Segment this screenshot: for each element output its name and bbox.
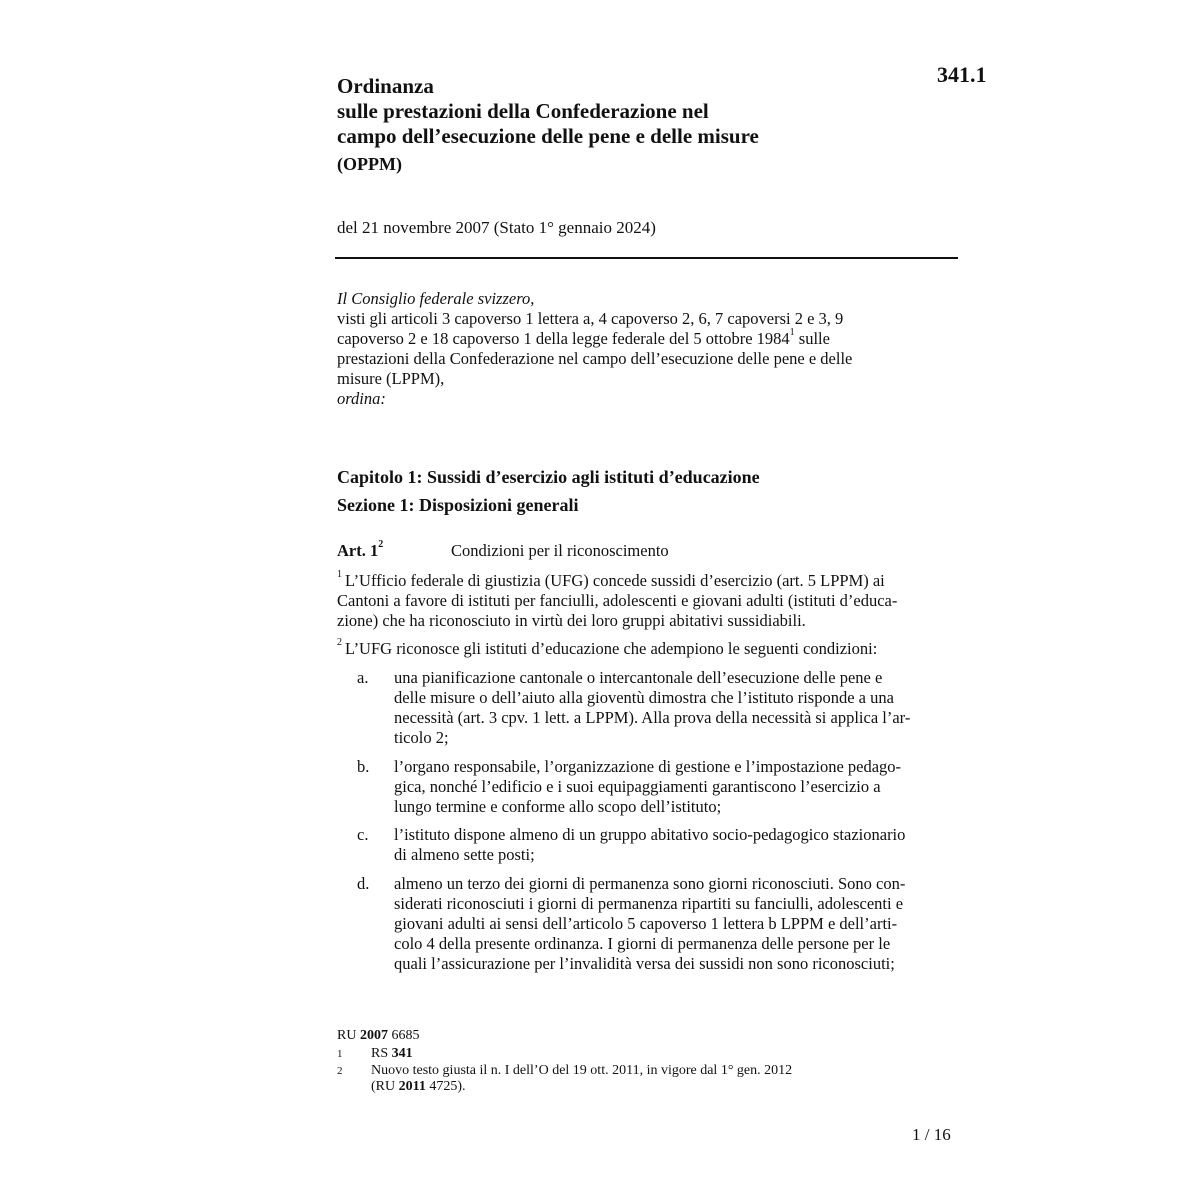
list-line: almeno un terzo dei giorni di permanenza sono giorni riconosciuti. Sono con- xyxy=(394,874,906,893)
visti-line: misure (LPPM), xyxy=(337,369,445,388)
article-header xyxy=(337,541,957,561)
footnote-ref-2[interactable]: 2 xyxy=(378,539,384,550)
list-text xyxy=(394,825,955,865)
list-text xyxy=(394,757,955,817)
list-line: necessità (art. 3 cpv. 1 lett. a LPPM). Alla prova della necessità si applica l’ar- xyxy=(394,708,911,727)
footnote-1 xyxy=(337,1046,897,1062)
title-line: Ordinanza xyxy=(337,74,434,98)
section-title: Sezione 1: Disposizioni generali xyxy=(337,495,579,515)
footnote-prefix: RS xyxy=(371,1046,392,1061)
footnote-line-rest: 4725). xyxy=(425,1079,466,1094)
page-number: 1 / 16 xyxy=(912,1125,951,1144)
preamble-visti xyxy=(337,309,957,389)
paragraph-1 xyxy=(337,571,957,631)
preamble-ordina: ordina: xyxy=(337,389,386,408)
chapter-heading xyxy=(337,463,957,519)
list-line: delle misure o dell’aiuto alla gioventù dimostra che l’istituto risponde a una xyxy=(394,688,894,707)
article-number xyxy=(337,541,451,561)
preamble-authority: Il Consiglio federale svizzero, xyxy=(337,289,535,308)
list-line: giovani adulti ai sensi dell’articolo 5 capoverso 1 lettera b LPPM e dell’arti- xyxy=(394,914,898,933)
list-letter: a. xyxy=(357,668,369,687)
paragraph-line: zione) che ha riconosciuto in virtù dei loro gruppi abitativi sussidiabili. xyxy=(337,611,806,630)
document-number: 341.1 xyxy=(937,62,987,87)
visti-line: visti gli articoli 3 capoverso 1 lettera a, 4 capoverso 2, 6, 7 capoversi 2 e 3, 9 xyxy=(337,309,844,328)
list-line: l’istituto dispone almeno di un gruppo abitativo socio-pedagogico stazionario xyxy=(394,825,906,844)
title-divider xyxy=(335,257,958,259)
list-line: l’organo responsabile, l’organizzazione di gestione e l’impostazione pedago- xyxy=(394,757,902,776)
article-heading: Condizioni per il riconoscimento xyxy=(451,541,669,560)
list-line: una pianificazione cantonale o intercantonale dell’esecuzione delle pene e xyxy=(394,668,883,687)
title-line: campo dell’esecuzione delle pene e delle misure xyxy=(337,124,759,148)
ru-year: 2007 xyxy=(359,1028,388,1043)
paragraph-text: L’UFG riconosce gli istituti d’educazione che adempiono le seguenti condizioni: xyxy=(345,639,878,658)
list-line: di almeno sette posti; xyxy=(394,845,535,864)
list-line: gica, nonché l’edificio e i suoi equipaggiamenti garantiscono l’esercizio a xyxy=(394,777,881,796)
visti-line: sulle xyxy=(794,329,830,348)
paragraph-number: 1 xyxy=(337,569,342,580)
article-1 xyxy=(337,541,957,561)
list-letter: c. xyxy=(357,825,369,844)
ru-page: 6685 xyxy=(387,1028,420,1043)
footnote-line-bold: 2011 xyxy=(398,1079,426,1094)
document-date: del 21 novembre 2007 (Stato 1° gennaio 2024) xyxy=(337,218,656,237)
footnote-bold: 341 xyxy=(391,1046,413,1061)
footnote-mark: 2 xyxy=(337,1065,343,1077)
title-line: sulle prestazioni della Confederazione nel xyxy=(337,99,709,123)
visti-line: prestazioni della Confederazione nel campo dell’esecuzione delle pene e delle xyxy=(337,349,853,368)
article-label: Art. 1 xyxy=(337,541,379,560)
visti-line: capoverso 2 e 18 capoverso 1 della legge federale del 5 ottobre 1984 xyxy=(337,329,790,348)
list-line: quali l’assicurazione per l’invalidità versa dei sussidi non sono riconosciuti; xyxy=(394,954,895,973)
paragraph-2 xyxy=(337,639,957,659)
footnote-line: Nuovo testo giusta il n. I dell’O del 19 ott. 2011, in vigore dal 1° gen. 2012 xyxy=(371,1063,793,1078)
list-line: ticolo 2; xyxy=(394,728,449,747)
list-text xyxy=(394,874,955,974)
list-letter: d. xyxy=(357,874,370,893)
paragraph-number: 2 xyxy=(337,637,342,648)
list-line: colo 4 della presente ordinanza. I giorni di permanenza delle persone per le xyxy=(394,934,891,953)
paragraph-line: L’Ufficio federale di giustizia (UFG) concede sussidi d’esercizio (art. 5 LPPM) ai xyxy=(345,571,885,590)
ru-prefix: RU xyxy=(337,1028,360,1043)
list-letter: b. xyxy=(357,757,370,776)
ru-reference xyxy=(337,1027,419,1044)
chapter-title: Capitolo 1: Sussidi d’esercizio agli istituti d’educazione xyxy=(337,467,760,487)
footnote-text xyxy=(371,1063,891,1095)
paragraph-line: Cantoni a favore di istituti per fanciulli, adolescenti e giovani adulti (istituti d’educa- xyxy=(337,591,898,610)
footnote-2 xyxy=(337,1063,897,1097)
list-line: lungo termine e conforme allo scopo dell’istituto; xyxy=(394,797,722,816)
title-abbreviation: (OPPM) xyxy=(337,154,402,174)
footnote-text xyxy=(371,1046,891,1062)
footnote-ref-1[interactable]: 1 xyxy=(789,327,795,338)
list-text xyxy=(394,668,955,748)
document-title xyxy=(337,74,897,177)
footnote-line-prefix: (RU xyxy=(371,1079,399,1094)
list-line: siderati riconosciuti i giorni di permanenza ripartiti su fanciulli, adolescenti e xyxy=(394,894,904,913)
footnote-mark: 1 xyxy=(337,1048,343,1060)
preamble xyxy=(337,289,957,409)
